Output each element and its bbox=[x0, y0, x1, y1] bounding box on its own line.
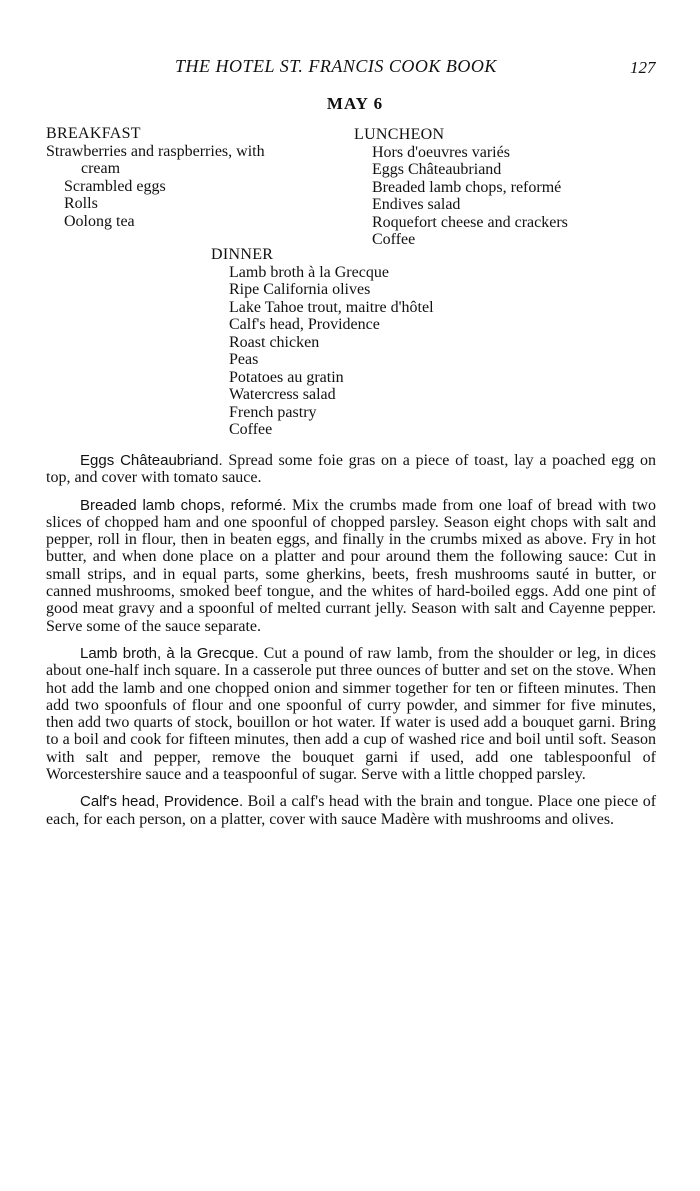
breakfast-items bbox=[46, 143, 336, 231]
menu-item: Endives salad bbox=[372, 196, 461, 213]
running-title: THE HOTEL ST. FRANCIS COOK BOOK bbox=[175, 56, 497, 76]
date-heading: MAY 6 bbox=[326, 94, 384, 113]
recipe-body: Boil a calf's head with the brain and tongue. Place one piece of each, for each person, on a platter, cover with sauce Madère with mushrooms and olives. bbox=[46, 793, 657, 828]
recipe-body: Cut a pound of raw lamb, from the shoulder or leg, in dices about one-half inch square. In a casserole put three ounces of butter and set on the stove. When hot add the lamb and one chopped onion and simmer together for ten or fifteen minutes. Then add two spoonfuls of flour and one spoonful of curry powder, and simmer for five minutes, then add two quarts of stock, bouillon or hot water. If water is used add a bouquet garni. Bring to a boil and cook for fifteen minutes, then add a cup of washed rice and boil until soft. Season with salt and pepper, remove the bouquet garni if used, add one tablespoonful of Worcestershire sauce and a teaspoonful of sugar. Serve with a little chopped parsley. bbox=[46, 644, 657, 784]
recipe-title: Lamb broth, à la Grecque. bbox=[80, 644, 259, 662]
breakfast-title: BREAKFAST bbox=[46, 125, 141, 142]
recipe-body: Spread some foie gras on a piece of toast, lay a poached egg on top, and cover with tomato sauce. bbox=[46, 452, 657, 487]
menu-item: Oolong tea bbox=[64, 212, 135, 230]
dinner-title: DINNER bbox=[211, 246, 274, 263]
menu-item: Rolls bbox=[64, 195, 98, 212]
recipe-title: Breaded lamb chops, reformé. bbox=[80, 496, 287, 514]
recipe-title: Calf's head, Providence. bbox=[80, 793, 244, 811]
menu-item: Coffee bbox=[229, 421, 273, 438]
menu-item: Potatoes au gratin bbox=[229, 368, 344, 386]
luncheon-title: LUNCHEON bbox=[354, 126, 445, 143]
menu-item: Roast chicken bbox=[229, 333, 320, 351]
menu-item: Roquefort cheese and crackers bbox=[372, 213, 568, 231]
menu-item: French pastry bbox=[229, 403, 317, 421]
recipes-section bbox=[46, 452, 656, 838]
menu-item: Ripe California olives bbox=[229, 281, 371, 298]
menu-item: Hors d'oeuvres variés bbox=[372, 143, 510, 161]
page-number: 127 bbox=[630, 58, 656, 77]
recipe-breaded-lamb-chops bbox=[46, 497, 656, 635]
recipe-calfs-head bbox=[46, 793, 656, 828]
menu-item: Coffee bbox=[372, 231, 416, 248]
menu-item: Watercress salad bbox=[229, 386, 336, 403]
menu-item: Calf's head, Providence bbox=[229, 316, 380, 333]
dinner-menu bbox=[211, 246, 531, 439]
menu-item: Breaded lamb chops, reformé bbox=[372, 178, 562, 196]
dinner-items bbox=[211, 264, 531, 439]
menu-item: Lamb broth à la Grecque bbox=[229, 263, 389, 281]
breakfast-menu bbox=[46, 125, 336, 230]
menu-item: Peas bbox=[229, 351, 259, 368]
recipe-body: Mix the crumbs made from one loaf of bread with two slices of chopped ham and one spoonful of chopped parsley. Season eight chops with salt and pepper, roll in flour, then in beaten eggs, and finally in the crumbs mixed as above. Fry in hot butter, and when done place on a platter and pour around them the following sauce: Cut in small strips, and in equal parts, some gherkins, beets, fresh mushrooms sauté in butter, or canned mushrooms, smoked beef tongue, and the whites of hard-boiled eggs. Add one pint of good meat gravy and a spoonful of melted currant jelly. Season with salt and Cayenne pepper. Serve some of the sauce separate. bbox=[46, 496, 656, 635]
menu-item: Eggs Châteaubriand bbox=[372, 161, 502, 178]
page-header bbox=[0, 56, 700, 82]
recipe-title: Eggs Châteaubriand. bbox=[80, 452, 223, 469]
recipe-eggs-chateaubriand bbox=[46, 452, 656, 487]
menu-item: Lake Tahoe trout, maitre d'hôtel bbox=[229, 298, 434, 316]
luncheon-items bbox=[354, 144, 654, 249]
menu-item: Scrambled eggs bbox=[64, 177, 166, 195]
recipe-lamb-broth bbox=[46, 645, 656, 783]
menu-item: Strawberries and raspberries, with cream bbox=[46, 142, 265, 177]
luncheon-menu bbox=[354, 126, 654, 249]
